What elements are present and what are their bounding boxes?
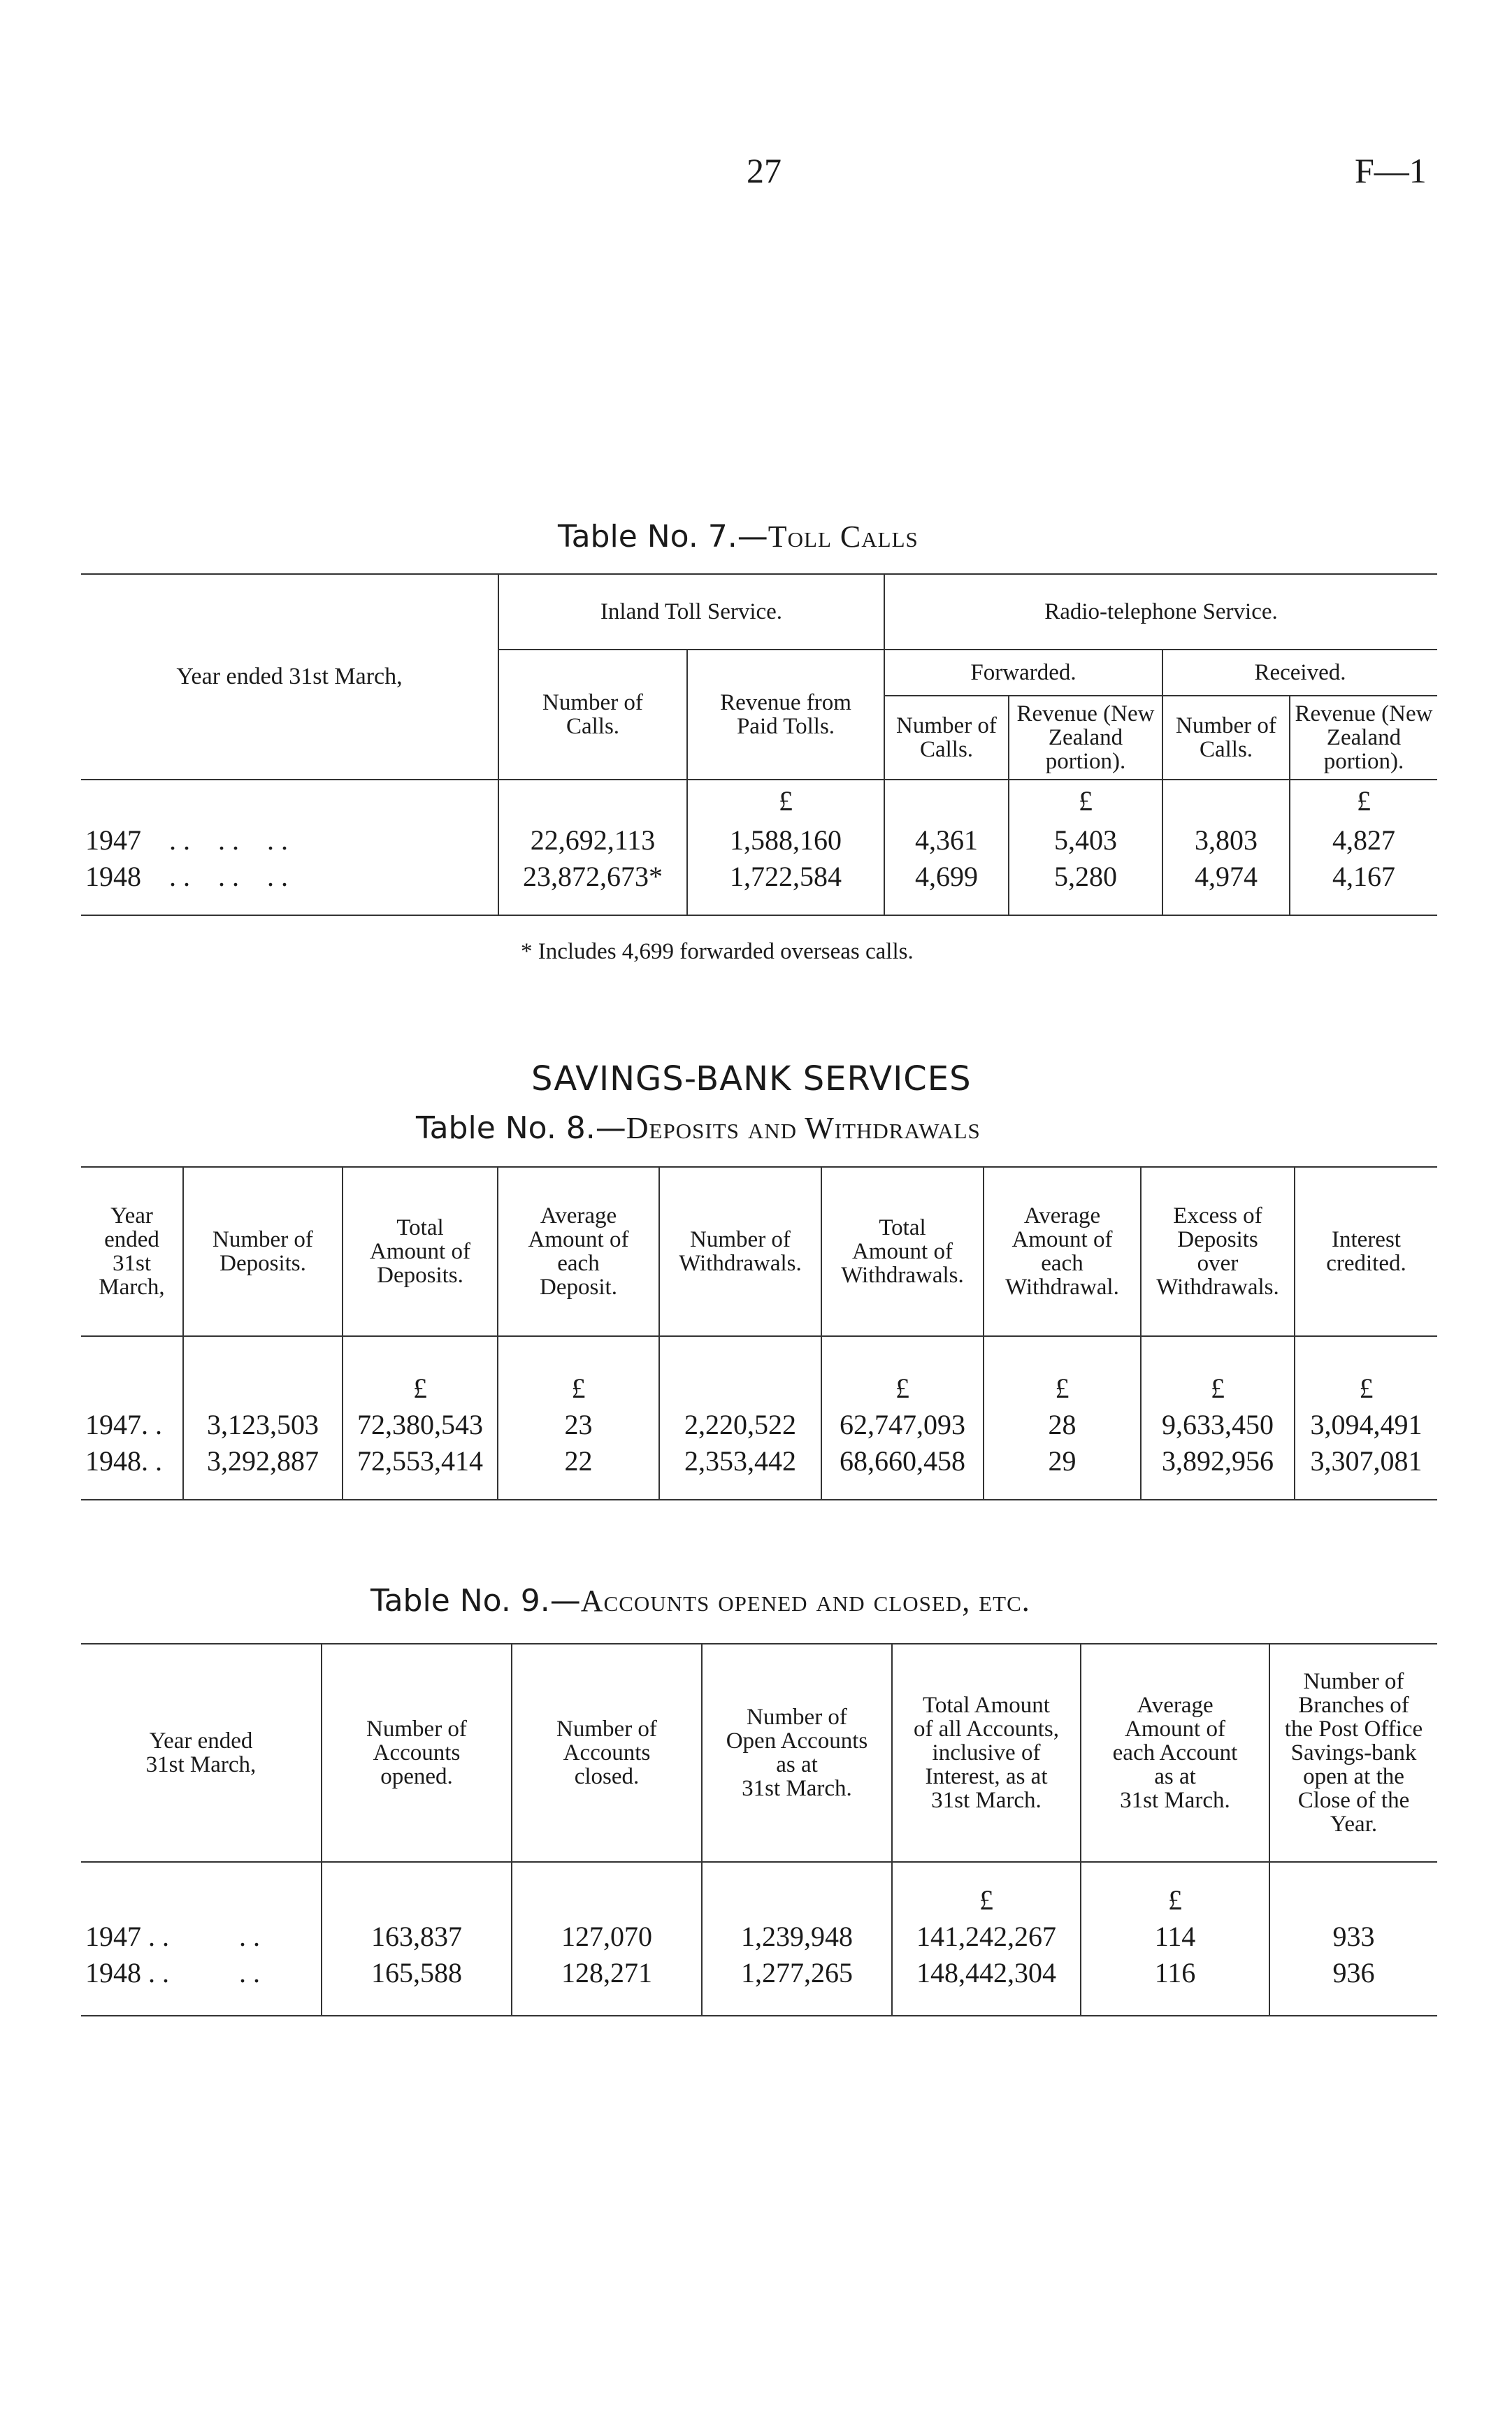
t7-rcv-revenue: 4,827 (1290, 822, 1437, 859)
t9-header-closed: Number of Accounts closed. (512, 1644, 702, 1862)
t7-header-fwd-revenue: Revenue (New Zealand portion). (1009, 696, 1162, 780)
t7-unit: £ (687, 780, 884, 822)
t7-unit: £ (1009, 780, 1162, 822)
t7-revenue: 1,722,584 (687, 859, 884, 915)
t7-unit: £ (1290, 780, 1437, 822)
t7-rcv-revenue: 4,167 (1290, 859, 1437, 915)
t7-header-revenue-paid: Revenue from Paid Tolls. (687, 650, 884, 780)
t9-average-amount: 116 (1081, 1955, 1269, 2016)
t8-deposits: 3,292,887 (183, 1443, 343, 1500)
t7-fwd-calls: 4,699 (884, 859, 1009, 915)
table-row (81, 1955, 1437, 2016)
t9-header-opened: Number of Accounts opened. (322, 1644, 512, 1862)
t8-year: 1948. . (85, 1445, 162, 1477)
t8-header-total-deposits: Total Amount of Deposits. (343, 1167, 498, 1336)
t7-year: 1947 (85, 824, 141, 856)
table7 (81, 573, 1437, 916)
t9-header-total-amount: Total Amount of all Accounts, inclusive of Interest, as at 31st March. (892, 1644, 1081, 1862)
leader-dots: . . (239, 1957, 260, 1988)
table8-caption: Table No. 8.—Deposits and Withdrawals (416, 1110, 981, 1146)
t7-header-fwd-calls: Number of Calls. (884, 696, 1009, 780)
table9-caption: Table No. 9.—Accounts opened and closed, etc. (370, 1583, 1030, 1619)
t7-fwd-revenue: 5,280 (1009, 859, 1162, 915)
t7-rcv-calls: 4,974 (1162, 859, 1290, 915)
t8-deposits: 3,123,503 (183, 1407, 343, 1443)
t8-interest: 3,307,081 (1295, 1443, 1437, 1500)
t7-header-calls: Number of Calls. (498, 650, 687, 780)
section-title: SAVINGS-BANK SERVICES (531, 1059, 972, 1098)
t7-year: 1948 (85, 861, 141, 892)
t7-footnote: * Includes 4,699 forwarded overseas calls. (521, 939, 914, 964)
t8-unit: £ (343, 1336, 498, 1407)
t9-closed: 128,271 (512, 1955, 702, 2016)
t8-interest: 3,094,491 (1295, 1407, 1437, 1443)
t7-header-radio: Radio-telephone Service. (884, 574, 1437, 650)
t8-unit: £ (1295, 1336, 1437, 1407)
t9-open-accounts: 1,277,265 (702, 1955, 892, 2016)
t7-revenue: 1,588,160 (687, 822, 884, 859)
leader-dots: . . . . . . (169, 861, 288, 892)
t7-header-rcv-calls: Number of Calls. (1162, 696, 1290, 780)
page-reference: F—1 (1355, 151, 1427, 190)
t9-total-amount: 141,242,267 (892, 1919, 1081, 1955)
t9-year: 1947 . . (85, 1921, 169, 1952)
t8-unit: £ (1141, 1336, 1295, 1407)
t8-unit: £ (984, 1336, 1141, 1407)
t8-header-withdrawals: Number of Withdrawals. (659, 1167, 821, 1336)
t9-header-open-accounts: Number of Open Accounts as at 31st March. (702, 1644, 892, 1862)
t9-total-amount: 148,442,304 (892, 1955, 1081, 2016)
t9-header-year: Year ended 31st March, (145, 1728, 257, 1777)
t9-branches: 936 (1269, 1955, 1437, 2016)
t8-average-withdrawal: 29 (984, 1443, 1141, 1500)
t8-header-deposits: Number of Deposits. (183, 1167, 343, 1336)
t7-header-forwarded: Forwarded. (884, 650, 1162, 696)
t8-average-deposit: 22 (498, 1443, 659, 1500)
table7-caption: Table No. 7.—Toll Calls (558, 519, 919, 554)
leader-dots: . . (239, 1921, 260, 1952)
t9-header-average-amount: Average Amount of each Account as at 31st March. (1081, 1644, 1269, 1862)
t7-header-rcv-revenue: Revenue (New Zealand portion). (1290, 696, 1437, 780)
t9-open-accounts: 1,239,948 (702, 1919, 892, 1955)
t9-opened: 163,837 (322, 1919, 512, 1955)
table-row (81, 1443, 1437, 1500)
t9-year: 1948 . . (85, 1957, 169, 1988)
table8 (81, 1166, 1437, 1500)
t7-rcv-calls: 3,803 (1162, 822, 1290, 859)
t8-header-average-withdrawal: Average Amount of each Withdrawal. (984, 1167, 1141, 1336)
table-row (81, 822, 1437, 859)
t9-opened: 165,588 (322, 1955, 512, 2016)
t7-calls: 23,872,673* (498, 859, 687, 915)
t8-unit: £ (821, 1336, 984, 1407)
leader-dots: . . . . . . (169, 824, 288, 856)
t8-header-total-withdrawals: Total Amount of Withdrawals. (821, 1167, 984, 1336)
t8-unit: £ (498, 1336, 659, 1407)
t7-header-received: Received. (1162, 650, 1437, 696)
table-row (81, 1919, 1437, 1955)
t8-withdrawals: 2,353,442 (659, 1443, 821, 1500)
t9-unit: £ (892, 1862, 1081, 1919)
t8-total-withdrawals: 68,660,458 (821, 1443, 984, 1500)
t7-calls: 22,692,113 (498, 822, 687, 859)
t8-year: 1947. . (85, 1409, 162, 1440)
t8-excess: 9,633,450 (1141, 1407, 1295, 1443)
t8-average-withdrawal: 28 (984, 1407, 1141, 1443)
t8-average-deposit: 23 (498, 1407, 659, 1443)
t8-excess: 3,892,956 (1141, 1443, 1295, 1500)
t7-header-inland: Inland Toll Service. (498, 574, 884, 650)
t8-withdrawals: 2,220,522 (659, 1407, 821, 1443)
table-row (81, 859, 1437, 915)
t9-average-amount: 114 (1081, 1919, 1269, 1955)
page-number: 27 (747, 151, 782, 190)
t9-unit: £ (1081, 1862, 1269, 1919)
t9-closed: 127,070 (512, 1919, 702, 1955)
t9-branches: 933 (1269, 1919, 1437, 1955)
t7-fwd-calls: 4,361 (884, 822, 1009, 859)
t7-fwd-revenue: 5,403 (1009, 822, 1162, 859)
table9 (81, 1643, 1437, 2016)
t8-total-deposits: 72,553,414 (343, 1443, 498, 1500)
t8-header-average-deposit: Average Amount of each Deposit. (498, 1167, 659, 1336)
t8-total-withdrawals: 62,747,093 (821, 1407, 984, 1443)
t8-header-interest: Interest credited. (1295, 1167, 1437, 1336)
t8-total-deposits: 72,380,543 (343, 1407, 498, 1443)
t9-header-branches: Number of Branches of the Post Office Savings-bank open at the Close of the Year. (1269, 1644, 1437, 1862)
t8-header-year: Year ended 31st March, (99, 1203, 165, 1300)
t7-header-year: Year ended 31st March, (81, 574, 498, 780)
table-row (81, 1407, 1437, 1443)
t8-header-excess: Excess of Deposits over Withdrawals. (1141, 1167, 1295, 1336)
